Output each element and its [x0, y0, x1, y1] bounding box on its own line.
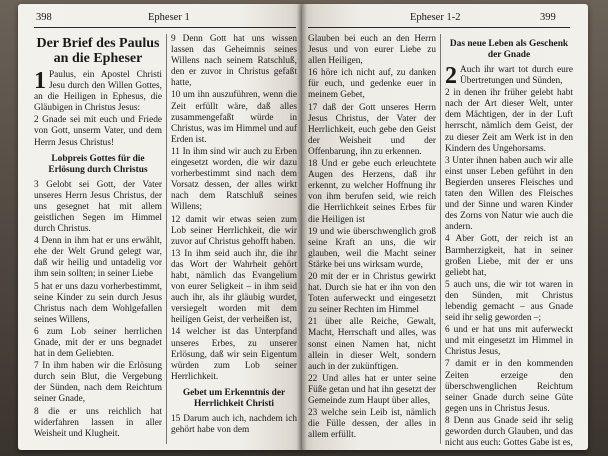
chapter-start-verse — [445, 65, 573, 87]
right-page — [302, 4, 588, 450]
verse: 5 hat er uns dazu vorherbestimmt, seine Kinder zu sein durch Jesus Christus nach dem Wohlgefallen seines Willens, — [34, 281, 162, 325]
book-title: Der Brief des Paulus an die Epheser — [36, 36, 160, 66]
verse: 18 Und er gebe euch erleuchtete Augen des Herzens, daß ihr erkennt, zu welcher Hoffnung ihr von ihm berufen seid, wie reich die Herrlichkeit seines Erbes für die Heiligen ist — [308, 159, 436, 225]
chapter-number: 1 — [34, 68, 46, 94]
verse: 14 welcher ist das Unterpfand unseres Erbes, zu unserer Erlösung, daß wir sein Eigentum würden zum Lob seiner Herrlichkeit. — [171, 327, 297, 382]
verse-text: Auch ihr wart tot durch eure Übertretungen und Sünden, — [460, 65, 573, 87]
right-page-number: 399 — [540, 12, 556, 23]
verse: 7 In ihm haben wir die Erlösung durch sein Blut, die Vergebung der Sünden, nach dem Reichtum seiner Gnade, — [34, 361, 162, 405]
left-column-divider — [166, 34, 167, 444]
verse: 3 Unter ihnen haben auch wir alle einst unser Leben geführt in den Begierden unseres Fleisches und taten den Willen des Fleisches und der Sinne und waren Kinder des Zorns von Natur wie auch die andern. — [445, 155, 573, 233]
chapter-number: 2 — [445, 63, 457, 89]
right-column-divider — [440, 34, 441, 444]
left-running-head: Epheser 1 — [148, 12, 190, 23]
verse: 22 Und alles hat er unter seine Füße getan und hat ihn gesetzt der Gemeinde zum Haupt über alles, — [308, 373, 436, 406]
verse: 17 daß der Gott unseres Herrn Jesus Christus, der Vater der Herrlichkeit, euch gebe den Geist der Weisheit und der Offenbarung, ihn zu erkennen. — [308, 102, 436, 157]
chapter-start-verse — [34, 70, 162, 114]
verse: 6 und er hat uns mit auferweckt und mit eingesetzt im Himmel in Christus Jesus, — [445, 325, 573, 358]
verse: 4 Aber Gott, der reich ist an Barmherzigkeit, hat in seiner großen Liebe, mit der er uns geliebt hat, — [445, 234, 573, 278]
verse: 2 in denen ihr früher gelebt habt nach der Art dieser Welt, unter dem Mächtigen, der in der Luft herrscht, nämlich dem Geist, der zu dieser Zeit am Werk ist in den Kindern des Ungehorsams. — [445, 88, 573, 154]
verse: 19 und wie überschwenglich groß seine Kraft an uns, die wir glauben, weil die Macht seiner Stärke bei uns wirksam wurde, — [308, 226, 436, 270]
verse: 8 die er uns reichlich hat widerfahren lassen in aller Weisheit und Klugheit. — [34, 406, 162, 439]
verse-text: Paulus, ein Apostel Christi Jesu durch den Willen Gottes, an die Heiligen in Ephesus, die Gläubigen in Christus Jesus: — [34, 70, 162, 114]
section-heading: Gebet um Erkenntnis der Herrlichkeit Christi — [182, 387, 286, 409]
verse: 21 über alle Reiche, Gewalt, Macht, Herrschaft und alles, was sonst einen Namen hat, nicht allein in dieser Welt, sondern auch in der zukünftigen. — [308, 317, 436, 372]
verse: 5 auch uns, die wir tot waren in den Sünden, mit Christus lebendig gemacht – aus Gnade seid ihr selig geworden –; — [445, 279, 573, 324]
left-column-1 — [34, 34, 162, 441]
verse: 3 Gelobt sei Gott, der Vater unseres Herrn Jesus Christus, der uns gesegnet hat mit allem geistlichen Segen im Himmel durch Christus. — [34, 179, 162, 235]
verse: 12 damit wir etwas seien zum Lob seiner Herrlichkeit, die wir zuvor auf Christus gehofft haben. — [171, 214, 297, 247]
verse: 2 Gnade sei mit euch und Friede von Gott, unserm Vater, und dem Herrn Jesus Christus! — [34, 115, 162, 148]
section-heading: Lobpreis Gottes für die Erlösung durch Christus — [48, 153, 148, 175]
verse: 15 Darum auch ich, nachdem ich gehört habe von dem — [171, 413, 297, 435]
verse: 6 zum Lob seiner herrlichen Gnade, mit der er uns begnadet hat in dem Geliebten. — [34, 326, 162, 360]
verse: 9 Denn Gott hat uns wissen lassen das Geheimnis seines Willens nach seinem Ratschluß, den er zuvor in Christus gefaßt hatte, — [171, 34, 297, 89]
left-page-number: 398 — [36, 12, 52, 23]
right-running-head: Epheser 1-2 — [410, 12, 461, 23]
verse: 11 In ihm sind wir auch zu Erben eingesetzt worden, die wir dazu vorherbestimmt sind nach dem Vorsatz dessen, der alles wirkt nach dem Ratschluß seines Willens; — [171, 146, 297, 213]
left-header-rule — [34, 27, 296, 28]
verse: 7 damit er in den kommenden Zeiten erzeige den überschwenglichen Reichtum seiner Gnade durch seine Güte gegen uns in Christus Jesus. — [445, 359, 573, 414]
right-column-2 — [445, 34, 573, 450]
right-header-rule — [308, 27, 570, 28]
verse: 20 mit der er in Christus gewirkt hat. Durch sie hat er ihn von den Toten auferweckt und eingesetzt zu seiner Rechten im Himmel — [308, 271, 436, 316]
verse: 16 höre ich nicht auf, zu danken für euch, und gedenke euer in meinem Gebet, — [308, 68, 436, 101]
right-column-1 — [308, 34, 436, 442]
verse: 4 Denn in ihm hat er uns erwählt, ehe der Welt Grund gelegt war, daß wir heilig und untadelig vor ihm sein sollten; in seiner Liebe — [34, 236, 162, 280]
verse: 13 In ihm seid auch ihr, die ihr das Wort der Wahrheit gehört habt, nämlich das Evangelium von eurer Seligkeit – in ihm seid auch ihr, als ihr gläubig wurdet, versiegelt worden mit dem heiligen Geist, der verheißen ist, — [171, 248, 297, 326]
verse: Glauben bei euch an den Herrn Jesus und von eurer Liebe zu allen Heiligen, — [308, 34, 436, 67]
verse: 23 welche sein Leib ist, nämlich die Fülle dessen, der alles in allem erfüllt. — [308, 408, 436, 441]
book-gutter — [297, 4, 307, 450]
left-page — [18, 4, 302, 450]
verse: 8 Denn aus Gnade seid ihr selig geworden durch Glauben, und das nicht aus euch: Gottes Gabe ist es, — [445, 415, 573, 449]
section-heading: Das neue Leben als Geschenk der Gnade — [449, 39, 569, 60]
verse: 10 um ihn auszuführen, wenn die Zeit erfüllt wäre, daß alles zusammengefaßt würde in Christus, was im Himmel und auf Erden ist. — [171, 90, 297, 145]
left-column-2 — [171, 34, 297, 437]
